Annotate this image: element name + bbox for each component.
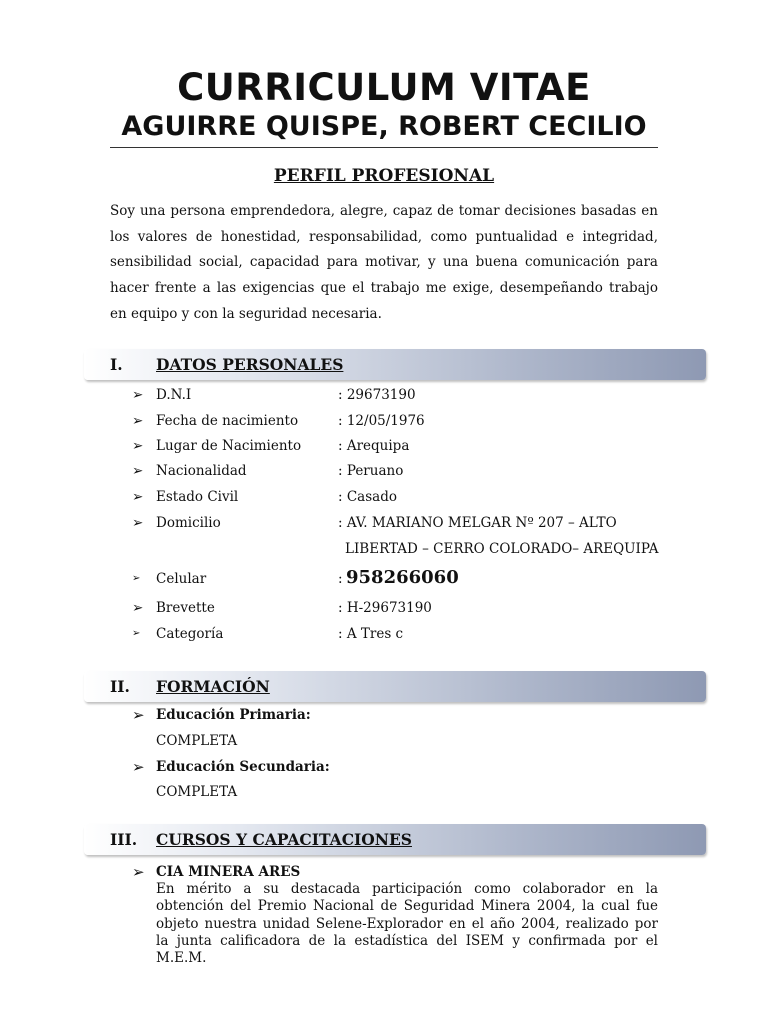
- arrow-bullet-icon: ➢: [132, 573, 141, 584]
- section-header-personal-data: [84, 349, 706, 380]
- header-divider: [110, 147, 658, 148]
- section-title: DATOS PERSONALES: [156, 355, 344, 374]
- field-value: : 12/05/1976: [338, 413, 425, 429]
- section-number: II.: [110, 677, 130, 696]
- education-label: Educación Secundaria:: [156, 759, 330, 775]
- field-value: : AV. MARIANO MELGAR Nº 207 – ALTO: [338, 515, 617, 531]
- document-title: CURRICULUM VITAE: [177, 66, 591, 109]
- arrow-bullet-icon: ➢: [132, 758, 145, 776]
- section-number: I.: [110, 355, 123, 374]
- field-label: Estado Civil: [156, 489, 239, 505]
- section-title: CURSOS Y CAPACITACIONES: [156, 830, 412, 849]
- arrow-bullet-icon: ➢: [132, 489, 144, 505]
- education-status: COMPLETA: [156, 733, 238, 749]
- arrow-bullet-icon: ➢: [132, 463, 144, 479]
- profile-heading: PERFIL PROFESIONAL: [273, 166, 495, 186]
- field-label: Nacionalidad: [156, 463, 247, 479]
- field-value: : Peruano: [338, 463, 404, 479]
- arrow-bullet-icon: ➢: [132, 413, 144, 429]
- field-label: D.N.I: [156, 387, 192, 403]
- field-value: : A Tres c: [338, 626, 404, 642]
- field-value: : 29673190: [338, 387, 416, 403]
- field-label: Fecha de nacimiento: [156, 413, 299, 429]
- course-company: CIA MINERA ARES: [156, 864, 301, 880]
- arrow-bullet-icon: ➢: [132, 628, 141, 639]
- field-label: Celular: [156, 571, 207, 587]
- arrow-bullet-icon: ➢: [132, 387, 144, 403]
- field-value-continued: LIBERTAD – CERRO COLORADO– AREQUIPA: [345, 541, 659, 557]
- field-label: Brevette: [156, 600, 215, 616]
- arrow-bullet-icon: ➢: [132, 863, 145, 881]
- field-value: : Casado: [338, 489, 397, 505]
- section-number: III.: [110, 830, 138, 849]
- education-status: COMPLETA: [156, 784, 238, 800]
- arrow-bullet-icon: ➢: [132, 438, 144, 454]
- field-label: Categoría: [156, 626, 224, 642]
- section-header-courses: [84, 824, 706, 855]
- arrow-bullet-icon: ➢: [132, 706, 145, 724]
- field-value: : H-29673190: [338, 600, 432, 616]
- arrow-bullet-icon: ➢: [132, 600, 144, 616]
- field-label: Lugar de Nacimiento: [156, 438, 302, 454]
- field-value: : Arequipa: [338, 438, 410, 454]
- phone-number: 958266060: [346, 567, 459, 588]
- education-label: Educación Primaria:: [156, 707, 311, 723]
- section-title: FORMACIÓN: [156, 677, 270, 696]
- profile-paragraph: Soy una persona emprendedora, alegre, capaz de tomar decisiones basadas en los valores de honestidad, responsabilidad, como puntualidad e integridad, sensibilidad social, capacidad para motivar, y una buena comunicación para hacer frente a las exigencias que el trabajo me exige, desempeñando trabajo en equipo y con la seguridad necesaria.: [110, 203, 658, 322]
- section-header-education: [84, 671, 706, 702]
- course-description: En mérito a su destacada participación como colaborador en la obtención del Premio Nacional de Seguridad Minera 2004, la cual fue objeto nuestra unidad Selene-Explorador en el año 2004, realizado por la junta calificadora de la estadística del ISEM y confirmada por el M.E.M.: [156, 881, 658, 967]
- field-value-prefix: :: [338, 571, 343, 587]
- arrow-bullet-icon: ➢: [132, 515, 144, 531]
- candidate-name: AGUIRRE QUISPE, ROBERT CECILIO: [121, 111, 647, 142]
- field-label: Domicilio: [156, 515, 221, 531]
